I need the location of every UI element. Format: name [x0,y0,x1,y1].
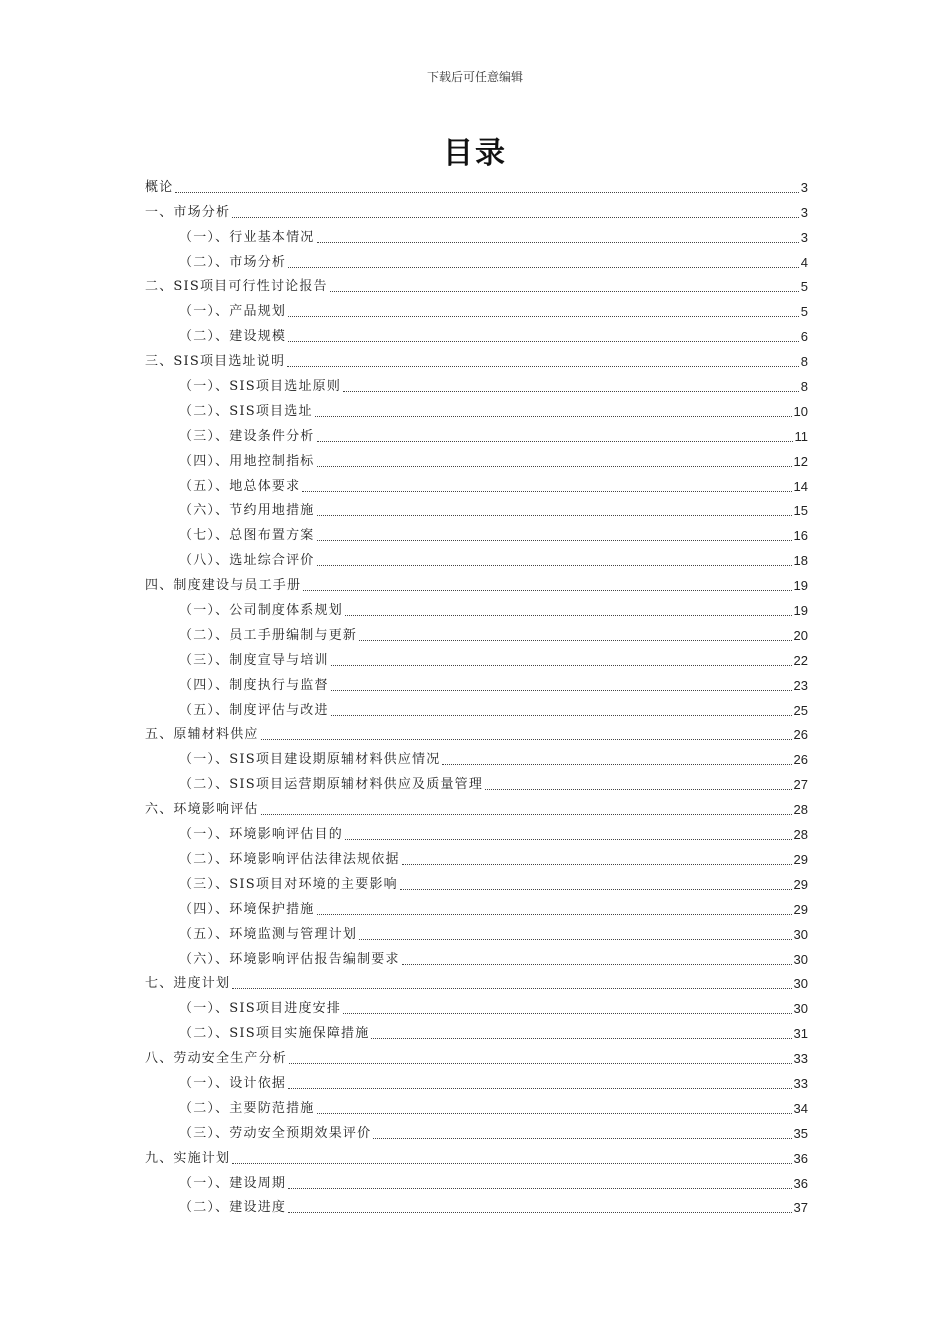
toc-entry-page-number: 33 [793,1075,808,1091]
toc-dot-leader [442,764,791,765]
toc-dot-leader [317,540,792,541]
toc-entry[interactable] [145,298,808,323]
toc-entry[interactable] [145,323,808,348]
toc-entry-label: （三）、制度宣导与培训 [179,652,329,668]
toc-dot-leader [400,889,792,890]
toc-entry-page-number: 29 [793,876,808,892]
toc-entry[interactable] [145,373,808,398]
toc-entry-label: （一）、产品规划 [179,304,287,320]
toc-entry-label: （二）、SIS项目运营期原辅材料供应及质量管理 [179,777,484,793]
toc-dot-leader [317,242,799,243]
toc-dot-leader [315,416,792,417]
toc-entry[interactable] [145,348,808,373]
toc-entry-label: （一）、建设周期 [179,1175,287,1191]
toc-dot-leader [330,291,799,292]
toc-entry-page-number: 23 [793,677,808,693]
toc-dot-leader [317,466,792,467]
toc-dot-leader [289,1063,792,1064]
toc-entry-label: （二）、市场分析 [179,254,287,270]
toc-dot-leader [359,640,791,641]
toc-entry[interactable] [145,224,808,249]
toc-dot-leader [175,192,798,193]
toc-entry-page-number: 19 [793,603,808,619]
toc-entry-page-number: 6 [800,329,808,345]
toc-entry[interactable] [145,498,808,523]
toc-entry-label: （一）、设计依据 [179,1075,287,1091]
toc-entry[interactable] [145,647,808,672]
toc-entry-page-number: 16 [793,528,808,544]
toc-dot-leader [331,715,792,716]
toc-entry[interactable] [145,597,808,622]
toc-entry-page-number: 30 [793,951,808,967]
toc-entry-page-number: 35 [793,1125,808,1141]
toc-entry-page-number: 12 [793,453,808,469]
toc-entry-label: 九、实施计划 [145,1150,231,1166]
toc-entry-page-number: 26 [793,752,808,768]
toc-entry[interactable] [145,796,808,821]
toc-entry-label: （七）、总图布置方案 [179,528,315,544]
toc-entry-label: 八、劳动安全生产分析 [145,1051,288,1067]
toc-dot-leader [343,1013,791,1014]
toc-dot-leader [288,341,799,342]
toc-entry-page-number: 25 [793,702,808,718]
toc-entry-label: 概论 [145,179,174,195]
toc-entry-page-number: 29 [793,851,808,867]
toc-entry[interactable] [145,846,808,871]
toc-entry-label: （二）、主要防范措施 [179,1100,315,1116]
toc-dot-leader [302,491,791,492]
toc-entry-page-number: 30 [793,926,808,942]
toc-entry[interactable] [145,1020,808,1045]
toc-entry-page-number: 18 [793,553,808,569]
toc-entry-page-number: 37 [793,1200,808,1216]
toc-entry[interactable] [145,995,808,1020]
toc-dot-leader [359,939,791,940]
toc-entry[interactable] [145,821,808,846]
toc-entry[interactable] [145,1095,808,1120]
toc-dot-leader [371,1038,791,1039]
toc-entry-label: （六）、节约用地措施 [179,503,315,519]
toc-entry[interactable] [145,1045,808,1070]
toc-entry-page-number: 34 [793,1100,808,1116]
toc-entry[interactable] [145,423,808,448]
toc-entry-label: （二）、环境影响评估法律法规依据 [179,851,400,867]
toc-entry-label: （六）、环境影响评估报告编制要求 [179,951,400,967]
toc-dot-leader [288,1088,791,1089]
toc-dot-leader [288,267,799,268]
toc-entry[interactable] [145,473,808,498]
toc-entry-page-number: 20 [793,627,808,643]
toc-entry[interactable] [145,622,808,647]
toc-entry[interactable] [145,572,808,597]
toc-entry-page-number: 3 [800,179,808,195]
toc-entry-label: 四、制度建设与员工手册 [145,578,302,594]
toc-entry-page-number: 33 [793,1051,808,1067]
toc-dot-leader [317,565,792,566]
toc-dot-leader [331,690,792,691]
toc-entry[interactable] [145,672,808,697]
toc-entry-page-number: 28 [793,802,808,818]
toc-entry-page-number: 8 [800,354,808,370]
toc-entry[interactable] [145,199,808,224]
toc-dot-leader [287,366,799,367]
toc-dot-leader [345,615,792,616]
toc-entry-label: 三、SIS项目选址说明 [145,354,286,370]
toc-entry[interactable] [145,174,808,199]
toc-entry[interactable] [145,746,808,771]
toc-dot-leader [261,814,792,815]
toc-entry[interactable] [145,398,808,423]
toc-entry-page-number: 26 [793,727,808,743]
toc-entry[interactable] [145,921,808,946]
toc-entry[interactable] [145,722,808,747]
toc-entry-label: （八）、选址综合评价 [179,553,315,569]
toc-dot-leader [373,1138,791,1139]
toc-entry-label: 六、环境影响评估 [145,802,259,818]
toc-entry[interactable] [145,1145,808,1170]
toc-entry[interactable] [145,249,808,274]
toc-entry-label: （三）、SIS项目对环境的主要影响 [179,876,398,892]
toc-entry-page-number: 36 [793,1175,808,1191]
toc-entry-label: （四）、用地控制指标 [179,453,315,469]
toc-entry-label: （四）、制度执行与监督 [179,677,329,693]
toc-entry-page-number: 10 [793,403,808,419]
toc-entry-page-number: 27 [793,777,808,793]
toc-entry-label: （二）、SIS项目实施保障措施 [179,1026,370,1042]
toc-entry-label: 一、市场分析 [145,204,231,220]
toc-dot-leader [261,739,792,740]
toc-dot-leader [317,515,792,516]
toc-entry[interactable] [145,1195,808,1220]
toc-entry[interactable] [145,1170,808,1195]
toc-entry-page-number: 8 [800,379,808,395]
toc-entry-page-number: 5 [800,304,808,320]
toc-entry[interactable] [145,771,808,796]
toc-entry-page-number: 11 [794,428,808,444]
toc-entry-label: （二）、SIS项目选址 [179,403,313,419]
toc-entry[interactable] [145,448,808,473]
toc-entry-label: 七、进度计划 [145,976,231,992]
toc-entry-label: 二、SIS项目可行性讨论报告 [145,279,328,295]
toc-dot-leader [402,864,792,865]
toc-dot-leader [317,1113,792,1114]
toc-entry-label: （三）、建设条件分析 [179,428,315,444]
toc-dot-leader [343,391,799,392]
toc-entry-label: （二）、建设进度 [179,1200,287,1216]
toc-entry-label: （二）、建设规模 [179,329,287,345]
toc-entry-label: （五）、制度评估与改进 [179,702,329,718]
toc-entry-page-number: 31 [793,1026,808,1042]
toc-entry[interactable] [145,522,808,547]
toc-entry-page-number: 5 [800,279,808,295]
toc-entry-page-number: 29 [793,901,808,917]
toc-entry-label: （一）、SIS项目进度安排 [179,1001,342,1017]
toc-entry-label: （三）、劳动安全预期效果评价 [179,1125,372,1141]
toc-entry[interactable] [145,971,808,996]
toc-dot-leader [317,914,792,915]
toc-entry-page-number: 36 [793,1150,808,1166]
toc-entry-label: （一）、SIS项目建设期原辅材料供应情况 [179,752,441,768]
toc-entry-page-number: 15 [793,503,808,519]
toc-entry-label: （五）、环境监测与管理计划 [179,926,358,942]
toc-entry[interactable] [145,871,808,896]
toc-entry-page-number: 22 [793,652,808,668]
toc-entry[interactable] [145,896,808,921]
toc-entry-label: （一）、公司制度体系规划 [179,603,343,619]
toc-entry-label: （一）、行业基本情况 [179,229,315,245]
toc-entry-page-number: 19 [793,578,808,594]
toc-entry-label: 五、原辅材料供应 [145,727,259,743]
toc-entry-page-number: 30 [793,976,808,992]
toc-dot-leader [303,590,791,591]
toc-entry[interactable] [145,274,808,299]
toc-entry-label: （五）、地总体要求 [179,478,301,494]
toc-entry-page-number: 4 [800,254,808,270]
toc-dot-leader [331,665,792,666]
page-title: 目录 [443,136,507,171]
toc-entry-page-number: 3 [800,229,808,245]
toc-entry-page-number: 30 [793,1001,808,1017]
toc-dot-leader [232,988,791,989]
toc-entry-page-number: 3 [800,204,808,220]
toc-entry-label: （二）、员工手册编制与更新 [179,627,358,643]
toc-entry-label: （一）、SIS项目选址原则 [179,379,342,395]
toc-entry[interactable] [145,547,808,572]
header-note: 下载后可任意编辑 [426,70,523,84]
toc-entry-label: （四）、环境保护措施 [179,901,315,917]
toc-entry-label: （一）、环境影响评估目的 [179,827,343,843]
toc-dot-leader [402,964,792,965]
toc-entry[interactable] [145,1120,808,1145]
toc-entry-page-number: 14 [793,478,808,494]
toc-entry-page-number: 28 [793,827,808,843]
toc-dot-leader [232,217,799,218]
toc-dot-leader [345,839,792,840]
toc-dot-leader [232,1163,791,1164]
toc-dot-leader [485,789,791,790]
table-of-contents [145,174,808,1219]
toc-dot-leader [288,1188,791,1189]
toc-entry[interactable] [145,697,808,722]
toc-entry[interactable] [145,1070,808,1095]
toc-dot-leader [317,441,793,442]
toc-dot-leader [288,1212,791,1213]
toc-entry[interactable] [145,946,808,971]
toc-dot-leader [288,316,799,317]
